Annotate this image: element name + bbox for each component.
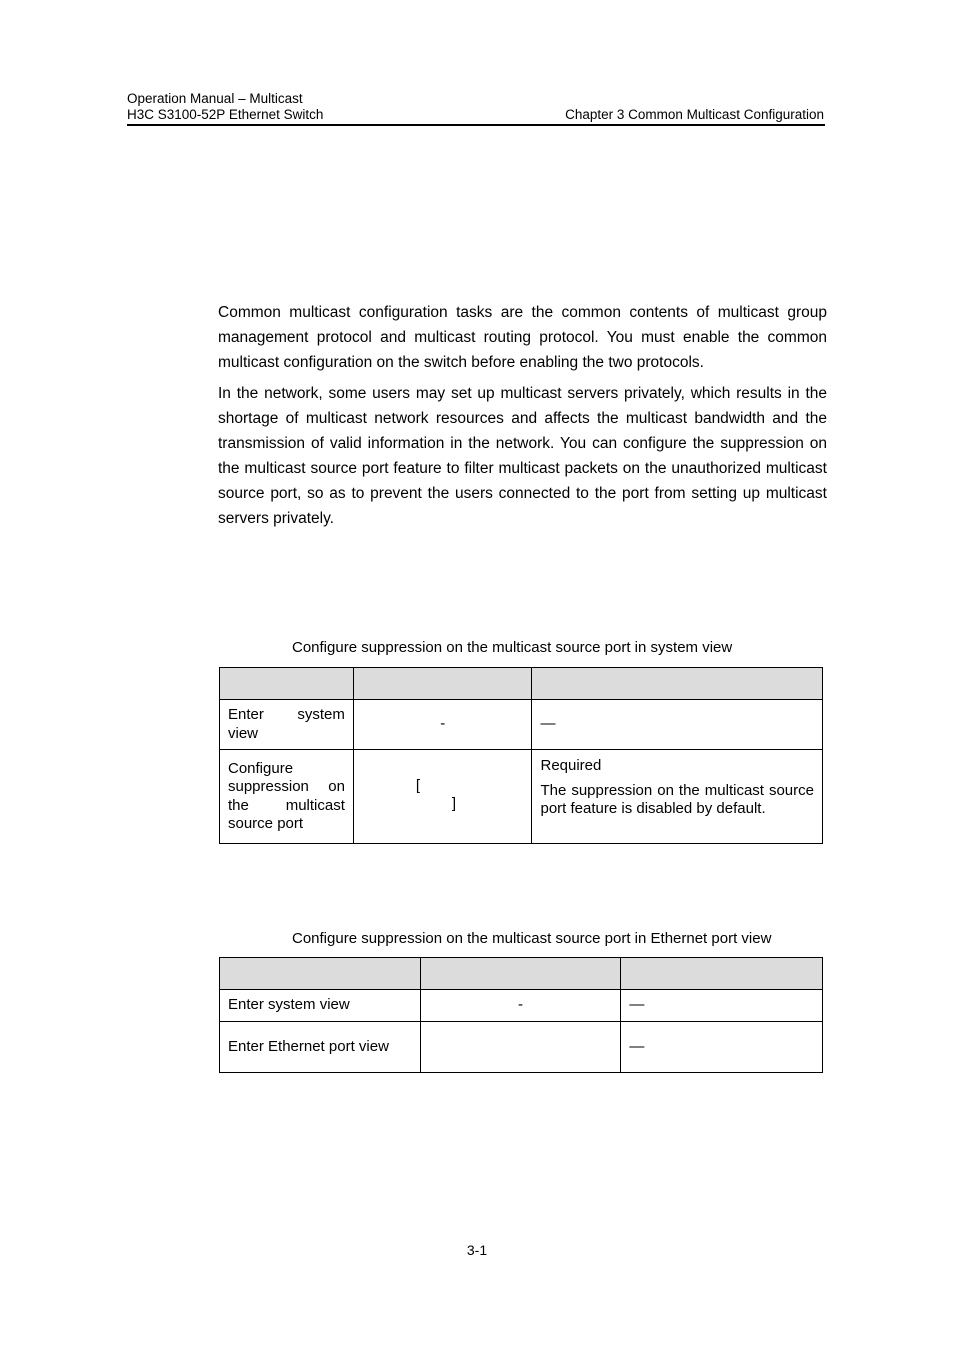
header-manual-title: Operation Manual – Multicast [127,91,303,106]
command-cell: - [420,990,621,1022]
command-cell [353,750,532,844]
table2-header-row [220,958,823,990]
table2-header-cell [420,958,621,990]
description-body: The suppression on the multicast source port feature is disabled by default. [540,781,814,817]
table1-header-cell [353,668,532,700]
operation-cell: Enter system view [220,990,421,1022]
table1-header-cell [532,668,823,700]
operation-cell: Configure suppression on the multicast source port [220,750,354,844]
table2-header-cell [621,958,823,990]
operation-cell: Enter Ethernet port view [220,1022,421,1073]
page-number: 3-1 [466,1242,488,1258]
intro-paragraph: Common multicast configuration tasks are the common contents of multicast group management protocol and multicast routing protocol. You must enable the common multicast configuration on the switch before enabling the two protocols. [218,304,827,371]
table1 [219,667,823,844]
table1-caption: Configure suppression on the multicast source port in system view [292,639,733,656]
table-row [220,990,823,1022]
table1-header-row [220,668,823,700]
command-cell: - [353,700,532,750]
table2-caption: Configure suppression on the multicast source port in Ethernet port view [292,930,772,947]
table2 [219,957,823,1073]
table2-header-cell [220,958,421,990]
header-product-name: H3C S3100-52P Ethernet Switch [127,107,324,122]
command-open-bracket: [ [415,776,421,794]
suppression-paragraph: In the network, some users may set up multicast servers privately, which results in the shortage of multicast network resources and affects the multicast bandwidth and the transmission of valid information in the network. You can configure the suppression on the multicast source port feature to filter multicast packets on the unauthorized multicast source port, so as to prevent the users connected to the port from setting up multicast servers privately. [218,385,827,527]
table-row [220,750,823,844]
description-title: Required [540,757,602,774]
command-cell [420,1022,621,1073]
table-row [220,1022,823,1073]
description-cell [532,750,823,844]
description-cell: — [621,1022,823,1073]
header-rule [127,124,825,126]
header-chapter-title: Chapter 3 Common Multicast Configuration [565,107,824,122]
description-cell: — [532,700,823,750]
description-cell: — [621,990,823,1022]
table-row [220,700,823,750]
table1-header-cell [220,668,354,700]
operation-cell: Enter system view [220,700,354,750]
command-close-bracket: ] [451,794,457,812]
